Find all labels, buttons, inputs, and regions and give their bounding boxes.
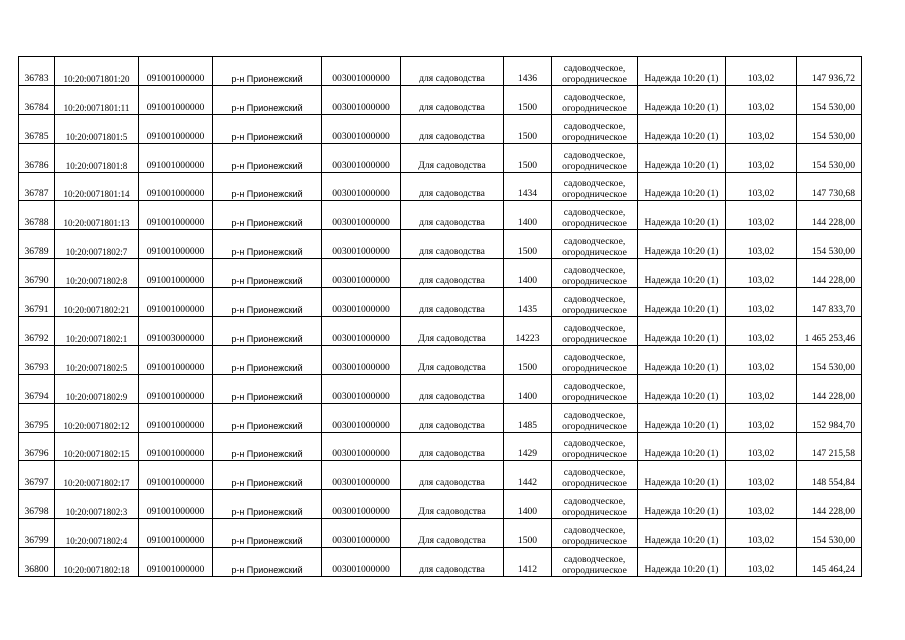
specific-value-cell: 103,02: [726, 490, 797, 519]
land-category-cell: [552, 85, 638, 114]
cadastral-value-cell: 1 465 253,46: [797, 317, 862, 346]
area-cell: 1500: [504, 114, 552, 143]
okato-code-cell: 091001000000: [139, 57, 213, 86]
area-cell: 1500: [504, 143, 552, 172]
cadastral-value-cell: 154 530,00: [797, 114, 862, 143]
district-cell: р-н Прионежский: [213, 317, 322, 346]
oktmo-code-cell: 003001000000: [322, 143, 401, 172]
cadastral-value-cell: 144 228,00: [797, 201, 862, 230]
table-row: [19, 317, 862, 346]
cadastral-number-cell: 10:20:0071801:14: [55, 172, 139, 201]
okato-code-cell: 091001000000: [139, 519, 213, 548]
land-category-cell: [552, 432, 638, 461]
permitted-use-cell: для садоводства: [401, 403, 504, 432]
district-cell: р-н Прионежский: [213, 172, 322, 201]
land-category-line1: садоводческое,: [563, 236, 626, 248]
record-number-cell: 36789: [19, 230, 55, 259]
land-category-line2: огородническое: [562, 391, 627, 403]
record-number-cell: 36794: [19, 374, 55, 403]
land-category-line1: садоводческое,: [563, 120, 626, 132]
okato-code-cell: 091001000000: [139, 374, 213, 403]
land-category-cell: [552, 490, 638, 519]
cadastral-number-cell: 10:20:0071802:4: [55, 519, 139, 548]
cadastral-number-cell: 10:20:0071801:8: [55, 143, 139, 172]
land-category-cell: [552, 114, 638, 143]
cadastral-value-cell: 154 530,00: [797, 85, 862, 114]
okato-code-cell: 091001000000: [139, 548, 213, 577]
specific-value-cell: 103,02: [726, 259, 797, 288]
okato-code-cell: 091001000000: [139, 85, 213, 114]
district-cell: р-н Прионежский: [213, 85, 322, 114]
area-cell: 1400: [504, 259, 552, 288]
okato-code-cell: 091001000000: [139, 403, 213, 432]
table-row: [19, 461, 862, 490]
land-category-line1: садоводческое,: [563, 91, 626, 103]
cadastral-number-cell: 10:20:0071802:17: [55, 461, 139, 490]
land-category-cell: [552, 403, 638, 432]
land-category-cell: [552, 259, 638, 288]
area-cell: 1400: [504, 374, 552, 403]
oktmo-code-cell: 003001000000: [322, 490, 401, 519]
cadastral-number-cell: 10:20:0071802:15: [55, 432, 139, 461]
land-category-line2: огородническое: [562, 305, 627, 317]
specific-value-cell: 103,02: [726, 85, 797, 114]
zone-cell: Надежда 10:20 (1): [638, 57, 726, 86]
zone-cell: Надежда 10:20 (1): [638, 403, 726, 432]
land-category-line2: огородническое: [562, 333, 627, 345]
zone-cell: Надежда 10:20 (1): [638, 461, 726, 490]
oktmo-code-cell: 003001000000: [322, 461, 401, 490]
cadastral-number-cell: 10:20:0071802:9: [55, 374, 139, 403]
oktmo-code-cell: 003001000000: [322, 230, 401, 259]
land-parcels-table: [18, 56, 862, 577]
oktmo-code-cell: 003001000000: [322, 57, 401, 86]
district-cell: р-н Прионежский: [213, 114, 322, 143]
area-cell: 1442: [504, 461, 552, 490]
zone-cell: Надежда 10:20 (1): [638, 345, 726, 374]
okato-code-cell: 091001000000: [139, 490, 213, 519]
oktmo-code-cell: 003001000000: [322, 374, 401, 403]
land-category-line2: огородническое: [562, 536, 627, 548]
oktmo-code-cell: 003001000000: [322, 85, 401, 114]
permitted-use-cell: для садоводства: [401, 85, 504, 114]
area-cell: 1400: [504, 201, 552, 230]
oktmo-code-cell: 003001000000: [322, 172, 401, 201]
area-cell: 1500: [504, 230, 552, 259]
zone-cell: Надежда 10:20 (1): [638, 114, 726, 143]
okato-code-cell: 091001000000: [139, 114, 213, 143]
record-number-cell: 36783: [19, 57, 55, 86]
land-category-cell: [552, 230, 638, 259]
specific-value-cell: 103,02: [726, 432, 797, 461]
land-category-line1: садоводческое,: [563, 265, 626, 277]
specific-value-cell: 103,02: [726, 172, 797, 201]
land-category-line1: садоводческое,: [563, 380, 626, 392]
area-cell: 1435: [504, 288, 552, 317]
district-cell: р-н Прионежский: [213, 432, 322, 461]
land-category-line1: садоводческое,: [563, 322, 626, 334]
record-number-cell: 36798: [19, 490, 55, 519]
cadastral-value-cell: 144 228,00: [797, 490, 862, 519]
cadastral-value-cell: 154 530,00: [797, 143, 862, 172]
area-cell: 1412: [504, 548, 552, 577]
district-cell: р-н Прионежский: [213, 259, 322, 288]
okato-code-cell: 091001000000: [139, 432, 213, 461]
zone-cell: Надежда 10:20 (1): [638, 317, 726, 346]
zone-cell: Надежда 10:20 (1): [638, 548, 726, 577]
cadastral-number-cell: 10:20:0071802:5: [55, 345, 139, 374]
land-category-line1: садоводческое,: [563, 178, 626, 190]
land-category-line1: садоводческое,: [563, 554, 626, 566]
specific-value-cell: 103,02: [726, 548, 797, 577]
land-category-line2: огородническое: [562, 102, 627, 114]
okato-code-cell: 091001000000: [139, 201, 213, 230]
cadastral-value-cell: 144 228,00: [797, 374, 862, 403]
zone-cell: Надежда 10:20 (1): [638, 490, 726, 519]
table-row: [19, 114, 862, 143]
okato-code-cell: 091001000000: [139, 230, 213, 259]
cadastral-value-cell: 154 530,00: [797, 345, 862, 374]
cadastral-value-cell: 154 530,00: [797, 230, 862, 259]
oktmo-code-cell: 003001000000: [322, 432, 401, 461]
district-cell: р-н Прионежский: [213, 230, 322, 259]
district-cell: р-н Прионежский: [213, 519, 322, 548]
land-category-line1: садоводческое,: [563, 525, 626, 537]
land-category-line1: садоводческое,: [563, 496, 626, 508]
oktmo-code-cell: 003001000000: [322, 345, 401, 374]
record-number-cell: 36785: [19, 114, 55, 143]
zone-cell: Надежда 10:20 (1): [638, 201, 726, 230]
zone-cell: Надежда 10:20 (1): [638, 143, 726, 172]
land-category-cell: [552, 172, 638, 201]
land-category-line1: садоводческое,: [563, 467, 626, 479]
area-cell: 1434: [504, 172, 552, 201]
permitted-use-cell: для садоводства: [401, 288, 504, 317]
cadastral-value-cell: 147 936,72: [797, 57, 862, 86]
permitted-use-cell: для садоводства: [401, 461, 504, 490]
cadastral-number-cell: 10:20:0071802:12: [55, 403, 139, 432]
record-number-cell: 36788: [19, 201, 55, 230]
land-category-line2: огородническое: [562, 420, 627, 432]
area-cell: 1429: [504, 432, 552, 461]
zone-cell: Надежда 10:20 (1): [638, 288, 726, 317]
cadastral-value-cell: 148 554,84: [797, 461, 862, 490]
cadastral-number-cell: 10:20:0071801:20: [55, 57, 139, 86]
specific-value-cell: 103,02: [726, 230, 797, 259]
record-number-cell: 36800: [19, 548, 55, 577]
zone-cell: Надежда 10:20 (1): [638, 172, 726, 201]
district-cell: р-н Прионежский: [213, 57, 322, 86]
permitted-use-cell: для садоводства: [401, 374, 504, 403]
land-category-line2: огородническое: [562, 73, 627, 85]
oktmo-code-cell: 003001000000: [322, 259, 401, 288]
land-category-line2: огородническое: [562, 449, 627, 461]
table-row: [19, 201, 862, 230]
specific-value-cell: 103,02: [726, 143, 797, 172]
permitted-use-cell: Для садоводства: [401, 143, 504, 172]
table-row: [19, 432, 862, 461]
table-row: [19, 85, 862, 114]
area-cell: 1400: [504, 490, 552, 519]
land-category-line1: садоводческое,: [563, 149, 626, 161]
land-category-line1: садоводческое,: [563, 294, 626, 306]
record-number-cell: 36799: [19, 519, 55, 548]
zone-cell: Надежда 10:20 (1): [638, 85, 726, 114]
specific-value-cell: 103,02: [726, 345, 797, 374]
permitted-use-cell: для садоводства: [401, 114, 504, 143]
zone-cell: Надежда 10:20 (1): [638, 259, 726, 288]
cadastral-value-cell: 147 730,68: [797, 172, 862, 201]
permitted-use-cell: для садоводства: [401, 259, 504, 288]
district-cell: р-н Прионежский: [213, 201, 322, 230]
specific-value-cell: 103,02: [726, 201, 797, 230]
cadastral-value-cell: 154 530,00: [797, 519, 862, 548]
okato-code-cell: 091001000000: [139, 288, 213, 317]
land-category-line1: садоводческое,: [563, 409, 626, 421]
specific-value-cell: 103,02: [726, 57, 797, 86]
okato-code-cell: 091001000000: [139, 143, 213, 172]
table-row: [19, 490, 862, 519]
cadastral-number-cell: 10:20:0071802:18: [55, 548, 139, 577]
district-cell: р-н Прионежский: [213, 403, 322, 432]
permitted-use-cell: для садоводства: [401, 57, 504, 86]
land-category-line1: садоводческое,: [563, 438, 626, 450]
area-cell: 1436: [504, 57, 552, 86]
record-number-cell: 36790: [19, 259, 55, 288]
specific-value-cell: 103,02: [726, 374, 797, 403]
specific-value-cell: 103,02: [726, 114, 797, 143]
table-row: [19, 548, 862, 577]
land-category-cell: [552, 345, 638, 374]
specific-value-cell: 103,02: [726, 317, 797, 346]
land-category-cell: [552, 201, 638, 230]
land-category-line1: садоводческое,: [563, 62, 626, 74]
district-cell: р-н Прионежский: [213, 490, 322, 519]
zone-cell: Надежда 10:20 (1): [638, 374, 726, 403]
record-number-cell: 36787: [19, 172, 55, 201]
land-category-cell: [552, 461, 638, 490]
table-row: [19, 519, 862, 548]
area-cell: 1500: [504, 345, 552, 374]
cadastral-value-cell: 147 833,70: [797, 288, 862, 317]
table-row: [19, 259, 862, 288]
table-row: [19, 345, 862, 374]
area-cell: 14223: [504, 317, 552, 346]
table-row: [19, 57, 862, 86]
land-category-line2: огородническое: [562, 276, 627, 288]
specific-value-cell: 103,02: [726, 403, 797, 432]
land-category-cell: [552, 374, 638, 403]
land-category-line2: огородническое: [562, 565, 627, 577]
oktmo-code-cell: 003001000000: [322, 317, 401, 346]
cadastral-number-cell: 10:20:0071802:21: [55, 288, 139, 317]
record-number-cell: 36786: [19, 143, 55, 172]
record-number-cell: 36784: [19, 85, 55, 114]
cadastral-number-cell: 10:20:0071801:11: [55, 85, 139, 114]
district-cell: р-н Прионежский: [213, 548, 322, 577]
cadastral-number-cell: 10:20:0071802:3: [55, 490, 139, 519]
cadastral-value-cell: 147 215,58: [797, 432, 862, 461]
cadastral-value-cell: 145 464,24: [797, 548, 862, 577]
land-category-line2: огородническое: [562, 362, 627, 374]
cadastral-number-cell: 10:20:0071802:1: [55, 317, 139, 346]
permitted-use-cell: Для садоводства: [401, 317, 504, 346]
land-category-cell: [552, 57, 638, 86]
oktmo-code-cell: 003001000000: [322, 548, 401, 577]
permitted-use-cell: Для садоводства: [401, 490, 504, 519]
permitted-use-cell: Для садоводства: [401, 519, 504, 548]
okato-code-cell: 091001000000: [139, 259, 213, 288]
land-category-cell: [552, 288, 638, 317]
oktmo-code-cell: 003001000000: [322, 114, 401, 143]
land-category-line2: огородническое: [562, 218, 627, 230]
specific-value-cell: 103,02: [726, 288, 797, 317]
district-cell: р-н Прионежский: [213, 461, 322, 490]
specific-value-cell: 103,02: [726, 519, 797, 548]
zone-cell: Надежда 10:20 (1): [638, 230, 726, 259]
land-category-line2: огородническое: [562, 507, 627, 519]
oktmo-code-cell: 003001000000: [322, 519, 401, 548]
specific-value-cell: 103,02: [726, 461, 797, 490]
permitted-use-cell: Для садоводства: [401, 345, 504, 374]
land-category-line2: огородническое: [562, 189, 627, 201]
land-category-cell: [552, 317, 638, 346]
okato-code-cell: 091001000000: [139, 345, 213, 374]
area-cell: 1500: [504, 85, 552, 114]
district-cell: р-н Прионежский: [213, 288, 322, 317]
cadastral-value-cell: 144 228,00: [797, 259, 862, 288]
record-number-cell: 36793: [19, 345, 55, 374]
land-category-line2: огородническое: [562, 478, 627, 490]
okato-code-cell: 091001000000: [139, 172, 213, 201]
record-number-cell: 36792: [19, 317, 55, 346]
oktmo-code-cell: 003001000000: [322, 201, 401, 230]
cadastral-number-cell: 10:20:0071801:13: [55, 201, 139, 230]
land-category-line2: огородническое: [562, 131, 627, 143]
record-number-cell: 36791: [19, 288, 55, 317]
table-row: [19, 143, 862, 172]
cadastral-number-cell: 10:20:0071801:5: [55, 114, 139, 143]
okato-code-cell: 091001000000: [139, 461, 213, 490]
district-cell: р-н Прионежский: [213, 374, 322, 403]
permitted-use-cell: для садоводства: [401, 172, 504, 201]
land-category-cell: [552, 548, 638, 577]
oktmo-code-cell: 003001000000: [322, 288, 401, 317]
table-row: [19, 172, 862, 201]
okato-code-cell: 091003000000: [139, 317, 213, 346]
oktmo-code-cell: 003001000000: [322, 403, 401, 432]
permitted-use-cell: для садоводства: [401, 230, 504, 259]
permitted-use-cell: для садоводства: [401, 201, 504, 230]
table-row: [19, 403, 862, 432]
cadastral-number-cell: 10:20:0071802:8: [55, 259, 139, 288]
cadastral-value-cell: 152 984,70: [797, 403, 862, 432]
table-row: [19, 230, 862, 259]
record-number-cell: 36795: [19, 403, 55, 432]
table-row: [19, 288, 862, 317]
land-category-line1: садоводческое,: [563, 351, 626, 363]
district-cell: р-н Прионежский: [213, 345, 322, 374]
land-category-line2: огородническое: [562, 247, 627, 259]
table-row: [19, 374, 862, 403]
land-category-cell: [552, 143, 638, 172]
cadastral-number-cell: 10:20:0071802:7: [55, 230, 139, 259]
area-cell: 1485: [504, 403, 552, 432]
permitted-use-cell: для садоводства: [401, 432, 504, 461]
zone-cell: Надежда 10:20 (1): [638, 519, 726, 548]
zone-cell: Надежда 10:20 (1): [638, 432, 726, 461]
land-category-line1: садоводческое,: [563, 207, 626, 219]
area-cell: 1500: [504, 519, 552, 548]
record-number-cell: 36796: [19, 432, 55, 461]
permitted-use-cell: для садоводства: [401, 548, 504, 577]
district-cell: р-н Прионежский: [213, 143, 322, 172]
land-category-cell: [552, 519, 638, 548]
record-number-cell: 36797: [19, 461, 55, 490]
land-category-line2: огородническое: [562, 160, 627, 172]
